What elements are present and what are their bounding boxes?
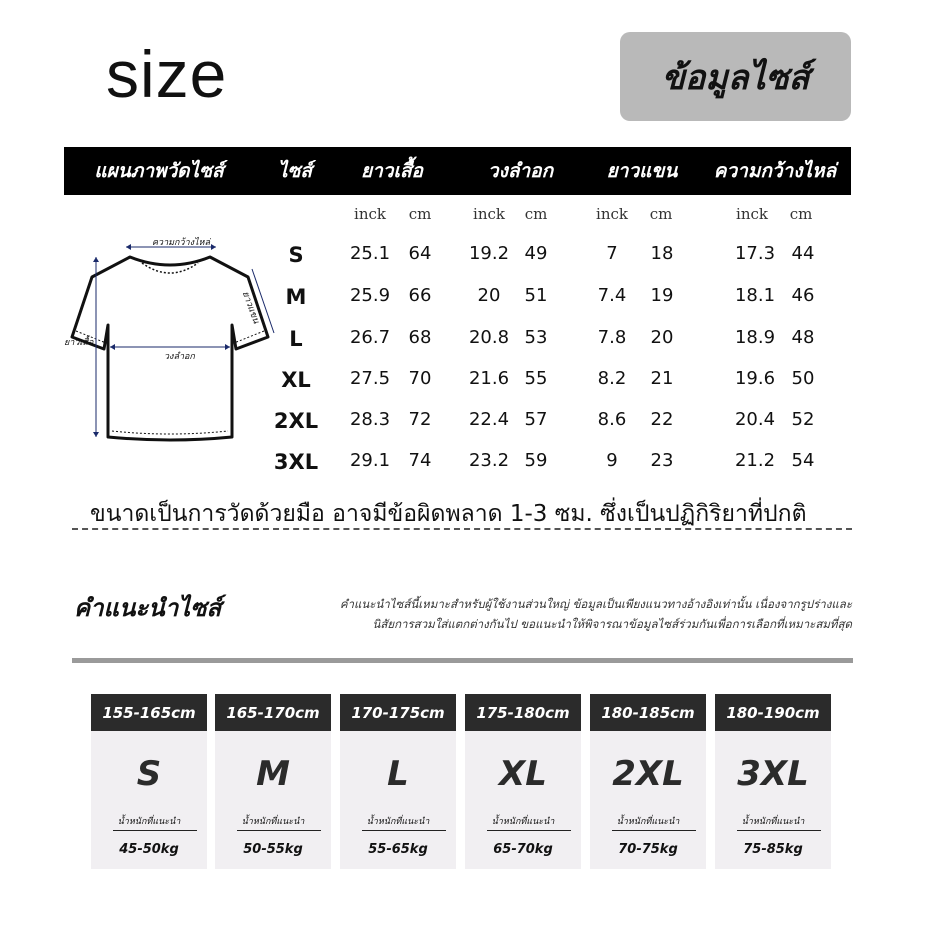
- unit-cm-chest: cm: [524, 205, 548, 223]
- card-size: 2XL: [612, 754, 684, 794]
- cell-length-cm: 68: [408, 327, 432, 348]
- card-weight: 65-70kg: [493, 842, 553, 857]
- size-card: [715, 694, 831, 869]
- header-sleeve: ยาวแขน: [606, 160, 678, 182]
- cell-sleeve-cm: 23: [650, 450, 674, 471]
- card-divider: [113, 830, 197, 831]
- cell-length-inch: 25.9: [349, 285, 391, 306]
- row-size: XL: [281, 368, 311, 392]
- cell-shoulder-inch: 21.2: [734, 450, 776, 471]
- card-height-range: 180-190cm: [715, 694, 831, 731]
- cell-length-inch: 27.5: [349, 368, 391, 389]
- cell-chest-cm: 55: [524, 368, 548, 389]
- card-weight-label: น้ำหนักที่แนะนำ: [241, 817, 305, 827]
- card-height-range: 180-185cm: [590, 694, 706, 731]
- unit-inch-shoulder: inck: [736, 205, 768, 223]
- header-length: ยาวเสื้อ: [361, 160, 423, 182]
- card-weight: 70-75kg: [618, 842, 678, 857]
- cell-sleeve-inch: 7: [606, 243, 618, 264]
- size-heading: size: [106, 37, 228, 111]
- chest-label: วงลำอก: [164, 352, 195, 362]
- table-header-bar: [64, 147, 851, 195]
- cell-shoulder-inch: 20.4: [734, 409, 776, 430]
- header-size: ไซส์: [277, 160, 313, 182]
- card-height-range: 155-165cm: [91, 694, 207, 731]
- row-size: L: [289, 327, 303, 351]
- card-divider: [362, 830, 446, 831]
- card-size: XL: [499, 754, 547, 794]
- cell-length-cm: 66: [408, 285, 432, 306]
- cell-sleeve-inch: 7.4: [597, 285, 627, 306]
- shirt-length-label: ยาวเสื้อ: [64, 338, 94, 348]
- cell-shoulder-inch: 18.1: [734, 285, 776, 306]
- cell-length-inch: 26.7: [349, 327, 391, 348]
- card-height-range: 165-170cm: [215, 694, 331, 731]
- cell-shoulder-cm: 52: [791, 409, 815, 430]
- recommendation-text: [286, 594, 852, 634]
- header-diagram: แผนภาพวัดไซส์: [94, 160, 224, 182]
- cell-chest-inch: 22.4: [468, 409, 510, 430]
- card-height-range: 170-175cm: [340, 694, 456, 731]
- unit-cm-shoulder: cm: [789, 205, 813, 223]
- recommendation-line-2: นิสัยการสวมใส่แตกต่างกันไป ขอแนะนำให้พิจารณาข้อมูลไซส์ร่วมกันเพื่อการเลือกที่เหมาะสมที่สุด: [372, 617, 852, 631]
- card-weight-label: น้ำหนักที่แนะนำ: [616, 817, 680, 827]
- cell-chest-inch: 23.2: [468, 450, 510, 471]
- cell-chest-inch: 21.6: [468, 368, 510, 389]
- card-weight-label: น้ำหนักที่แนะนำ: [491, 817, 555, 827]
- cell-sleeve-cm: 21: [650, 368, 674, 389]
- cell-length-cm: 70: [408, 368, 432, 389]
- recommendation-title: คำแนะนำไซส์: [74, 594, 222, 622]
- cell-shoulder-cm: 50: [791, 368, 815, 389]
- unit-inch-sleeve: inck: [596, 205, 628, 223]
- cell-chest-cm: 49: [524, 243, 548, 264]
- header-chest: วงลำอก: [487, 160, 554, 182]
- row-size: M: [285, 285, 307, 309]
- card-divider: [237, 830, 321, 831]
- cell-shoulder-cm: 44: [791, 243, 815, 264]
- cell-sleeve-cm: 19: [650, 285, 674, 306]
- card-weight: 45-50kg: [119, 842, 179, 857]
- size-card: [91, 694, 207, 869]
- card-weight: 50-55kg: [243, 842, 303, 857]
- card-size: L: [387, 754, 409, 794]
- card-weight-label: น้ำหนักที่แนะนำ: [117, 817, 181, 827]
- unit-inch-length: inck: [354, 205, 386, 223]
- row-size: 3XL: [273, 450, 319, 474]
- cell-sleeve-cm: 18: [650, 243, 674, 264]
- cell-length-cm: 74: [408, 450, 432, 471]
- cell-chest-inch: 20.8: [468, 327, 510, 348]
- cell-chest-cm: 57: [524, 409, 548, 430]
- cell-chest-cm: 51: [524, 285, 548, 306]
- size-info-badge: ข้อมูลไซส์: [620, 32, 851, 121]
- unit-cm-length: cm: [408, 205, 432, 223]
- unit-inch-chest: inck: [473, 205, 505, 223]
- cell-chest-cm: 53: [524, 327, 548, 348]
- dotted-divider: [72, 528, 852, 530]
- card-size: S: [136, 754, 162, 794]
- cell-chest-inch: 20: [477, 285, 501, 306]
- size-card: [215, 694, 331, 869]
- card-weight: 75-85kg: [743, 842, 803, 857]
- cell-chest-inch: 19.2: [468, 243, 510, 264]
- recommendation-line-1: คำแนะนำไซส์นี้เหมาะสำหรับผู้ใช้งานส่วนใหญ่ ข้อมูลเป็นเพียงแนวทางอ้างอิงเท่านั้น เนื่องจากรูปร่างและ: [339, 597, 852, 611]
- row-size: 2XL: [273, 409, 319, 433]
- cell-chest-cm: 59: [524, 450, 548, 471]
- cell-sleeve-inch: 8.6: [597, 409, 627, 430]
- cell-length-inch: 29.1: [349, 450, 391, 471]
- unit-cm-sleeve: cm: [649, 205, 673, 223]
- measurement-note: ขนาดเป็นการวัดด้วยมือ อาจมีข้อผิดพลาด 1-3 ซม. ซึ่งเป็นปฏิกิริยาที่ปกติ: [90, 501, 807, 527]
- size-card: [340, 694, 456, 869]
- card-size: M: [256, 754, 290, 794]
- cell-length-cm: 72: [408, 409, 432, 430]
- cell-shoulder-inch: 17.3: [734, 243, 776, 264]
- card-size: 3XL: [737, 754, 809, 794]
- card-weight-label: น้ำหนักที่แนะนำ: [741, 817, 805, 827]
- card-divider: [612, 830, 696, 831]
- row-size: S: [288, 243, 304, 267]
- card-divider: [737, 830, 821, 831]
- tshirt-diagram: [60, 225, 285, 450]
- card-weight-label: น้ำหนักที่แนะนำ: [366, 817, 430, 827]
- cell-shoulder-cm: 48: [791, 327, 815, 348]
- cell-sleeve-cm: 20: [650, 327, 674, 348]
- cell-shoulder-inch: 18.9: [734, 327, 776, 348]
- size-card: [465, 694, 581, 869]
- cell-length-cm: 64: [408, 243, 432, 264]
- cell-sleeve-inch: 9: [606, 450, 618, 471]
- cell-length-inch: 28.3: [349, 409, 391, 430]
- cell-shoulder-inch: 19.6: [734, 368, 776, 389]
- cell-shoulder-cm: 46: [791, 285, 815, 306]
- cell-length-inch: 25.1: [349, 243, 391, 264]
- header-shoulder: ความกว้างไหล่: [713, 160, 837, 182]
- cell-sleeve-inch: 8.2: [597, 368, 627, 389]
- cell-shoulder-cm: 54: [791, 450, 815, 471]
- size-card: [590, 694, 706, 869]
- card-divider: [487, 830, 571, 831]
- card-weight: 55-65kg: [368, 842, 428, 857]
- gray-divider: [72, 658, 853, 663]
- card-height-range: 175-180cm: [465, 694, 581, 731]
- cell-sleeve-inch: 7.8: [597, 327, 627, 348]
- tshirt-icon: [60, 225, 285, 450]
- sleeve-length-label: ยาวแขน: [239, 290, 261, 325]
- shoulder-width-label: ความกว้างไหล่: [152, 238, 210, 248]
- cell-sleeve-cm: 22: [650, 409, 674, 430]
